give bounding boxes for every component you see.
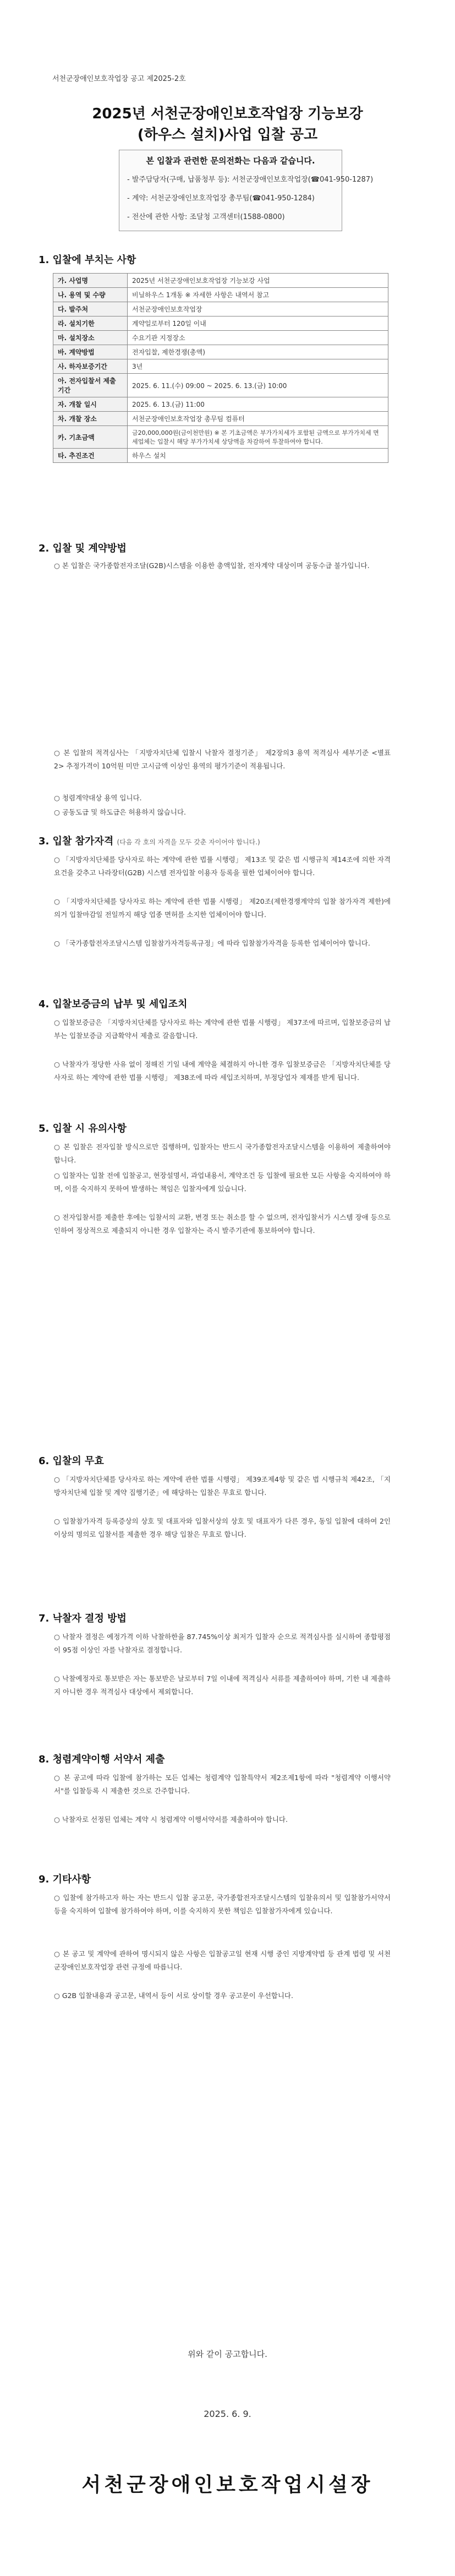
paragraph-8-2: ○ 낙찰자로 선정된 업체는 계약 시 청렴계약 이행서약서를 제출하여야 합니다. [54,1815,288,1824]
table-key: 타. 추진조건 [53,449,128,463]
table-value: 서천군장애인보호작업장 [128,302,388,316]
paragraph-4-2: ○ 낙찰자가 정당한 사유 없이 정해진 기일 내에 계약을 체결하지 아니한 경우 입찰보증금은 「지방자치단체를 당사자로 하는 계약에 관한 법률 시행령」 제38조에 따라 세입조치하며, 부정당업자 제재를 받게 됩니다. [54,1060,391,1082]
contact-line-contract: - 계약: 서천군장애인보호작업장 총무팀(☎041-950-1284) [127,194,315,203]
paragraph-2-3: ○ 청렴계약대상 용역 입니다. [54,794,142,802]
paragraph-9-3: ○ G2B 입찰내용과 공고문, 내역서 등이 서로 상이할 경우 공고문이 우선합니다. [54,1991,293,2000]
table-value: 전자입찰, 제한경쟁(총액) [128,345,388,359]
table-key: 사. 하자보증기간 [53,359,128,374]
table-key: 바. 계약방법 [53,345,128,359]
table-value: 금20,000,000원(금이천만원) ※ 본 기초금액은 부가가치세가 포함된 금액으로 부가가치세 면세업체는 입찰시 해당 부가가치세 상당액을 차감하여 투찰하여야 합니다. [128,426,388,449]
paragraph-2-2: ○ 본 입찰의 적격심사는 「지방자치단체 입찰시 낙찰자 결정기준」 제2장의3 용역 적격심사 세부기준 <별표 2> 추정가격이 10억원 미만 고시금액 이상인 용역의 평가기준이 적용됩니다. [54,749,391,770]
table-value: 2025. 6. 13.(금) 11:00 [128,397,388,412]
table-row [53,374,388,397]
paragraph-5-3: ○ 전자입찰서를 제출한 후에는 입찰서의 교환, 변경 또는 취소를 할 수 없으며, 전자입찰서가 시스템 장애 등으로 인하여 정상적으로 제출되지 아니한 경우 입찰자는 즉시 발주기관에 통보하여야 합니다. [54,1213,391,1235]
paragraph-5-2: ○ 입찰자는 입찰 전에 입찰공고, 현장설명서, 과업내용서, 계약조건 등 입찰에 필요한 모든 사항을 숙지하여야 하며, 이를 숙지하지 못하여 발생하는 책임은 입찰자에게 있습니다. [54,1171,391,1193]
table-row [53,449,388,463]
table-row [53,359,388,374]
table-value: 계약일로부터 120일 이내 [128,316,388,331]
table-row [53,345,388,359]
paragraph-3-3: ○ 「국가종합전자조달시스템 입찰참가자격등록규정」에 따라 입찰참가자격을 등록한 업체이어야 합니다. [54,939,370,947]
bid-summary-table [53,273,388,463]
paragraph-4-1: ○ 입찰보증금은 「지방자치단체를 당사자로 하는 계약에 관한 법률 시행령」 제37조에 따르며, 입찰보증금의 납부는 입찰보증금 지급확약서 제출로 갈음합니다. [54,1018,391,1040]
table-key: 카. 기초금액 [53,426,128,449]
table-value: 2025. 6. 11.(수) 09:00 ~ 2025. 6. 13.(금) 10:00 [128,374,388,397]
closing-statement: 위와 같이 공고합니다. [188,2349,267,2359]
paragraph-3-2: ○ 「지방자치단체를 당사자로 하는 계약에 관한 법률 시행령」 제20조(제한경쟁계약의 입찰 참가자격 제한)에 의거 입찰마감일 전일까지 해당 업종 면허를 소지한 업체이어야 합니다. [54,897,391,919]
table-row [53,274,388,288]
paragraph-7-1: ○ 낙찰자 결정은 예정가격 이하 낙찰하한율 87.745%이상 최저가 입찰자 순으로 적격심사를 실시하여 종합평점이 95점 이상인 자를 낙찰자로 결정합니다. [54,1633,391,1654]
table-key: 가. 사업명 [53,274,128,288]
table-row [53,397,388,412]
contact-line-purchase: - 발주담당자(구매, 납품청부 등): 서천군장애인보호작업장(☎041-950-1287) [127,176,374,184]
paragraph-7-2: ○ 낙찰예정자로 통보받은 자는 통보받은 날로부터 7일 이내에 적격심사 서류를 제출하여야 하며, 기한 내 제출하지 아니한 경우 적격심사 대상에서 제외합니다. [54,1674,391,1696]
table-row [53,426,388,449]
section-heading-5: 5. 입찰 시 유의사항 [39,1123,127,1134]
paragraph-2-1: ○ 본 입찰은 국가종합전자조달(G2B)시스템을 이용한 총액입찰, 전자계약 대상이며 공동수급 불가입니다. [54,561,370,570]
table-value: 수요기관 지정장소 [128,331,388,345]
table-row [53,316,388,331]
table-key: 다. 발주처 [53,302,128,316]
contact-info-box [119,150,374,231]
notice-date: 2025. 6. 9. [204,2409,251,2419]
contact-info-heading: 본 입찰과 관련한 문의전화는 다음과 같습니다. [146,156,315,166]
paragraph-3-1: ○ 「지방자치단체를 당사자로 하는 계약에 관한 법률 시행령」 제13조 및 같은 법 시행규칙 제14조에 의한 자격 요건을 갖추고 나라장터(G2B) 시스템 전자입찰 이용자 등록을 필한 업체이어야 합니다. [54,855,391,877]
notice-number: 서천군장애인보호작업장 공고 제2025-2호 [52,75,186,83]
section-heading-3 [39,833,260,848]
section-3-title: 3. 입찰 참가자격 [39,836,114,847]
section-heading-2: 2. 입찰 및 계약방법 [39,543,127,554]
section-heading-7: 7. 낙찰자 결정 방법 [39,1613,127,1624]
table-row [53,302,388,316]
paragraph-2-4: ○ 공동도급 및 하도급은 허용하지 않습니다. [54,808,187,816]
contact-line-system: - 전산에 관한 사항: 조달청 고객센터(1588-0800) [127,213,285,221]
table-key: 아. 전자입찰서 제출 기간 [53,374,128,397]
table-value: 서천군장애인보호작업장 총무팀 컴퓨터 [128,412,388,426]
table-key: 자. 개찰 일시 [53,397,128,412]
paragraph-9-2: ○ 본 공고 및 계약에 관하여 명시되지 않은 사항은 입찰공고일 현재 시행 중인 지방계약법 등 관계 법령 및 서천군장애인보호작업장 관련 규정에 따릅니다. [54,1950,391,1971]
section-heading-1: 1. 입찰에 부치는 사항 [39,254,136,266]
table-row [53,331,388,345]
table-row [53,288,388,302]
table-key: 마. 설치장소 [53,331,128,345]
table-value: 2025년 서천군장애인보호작업장 기능보강 사업 [128,274,388,288]
page-title-line1: 2025년 서천군장애인보호작업장 기능보강 [92,106,363,122]
table-row [53,412,388,426]
paragraph-5-1: ○ 본 입찰은 전자입찰 방식으로만 집행하며, 입찰자는 반드시 국가종합전자조달시스템을 이용하여 제출하여야 합니다. [54,1143,391,1164]
section-heading-8: 8. 청렴계약이행 서약서 제출 [39,1754,165,1765]
table-key: 나. 용역 및 수량 [53,288,128,302]
section-heading-6: 6. 입찰의 무효 [39,1455,104,1467]
section-3-note: (다음 각 호의 자격을 모두 갖춘 자이어야 합니다.) [117,838,260,846]
section-heading-4: 4. 입찰보증금의 납부 및 세입조치 [39,998,188,1010]
page-title-line2: (하우스 설치)사업 입찰 공고 [137,127,318,143]
table-value: 3년 [128,359,388,374]
paragraph-9-1: ○ 입찰에 참가하고자 하는 자는 반드시 입찰 공고문, 국가종합전자조달시스템의 입찰유의서 및 입찰참가서약서 등을 숙지하여 입찰에 참가하여야 하며, 이를 숙지하지 못한 책임은 입찰참가자에게 있습니다. [54,1893,391,1915]
paragraph-8-1: ○ 본 공고에 따라 입찰에 참가하는 모든 업체는 청렴계약 입찰특약서 제2조제1항에 따라 "청렴계약 이행서약서"를 입찰등록 시 제출한 것으로 간주합니다. [54,1773,391,1795]
table-value: 하우스 설치 [128,449,388,463]
section-heading-9: 9. 기타사항 [39,1874,91,1885]
paragraph-6-2: ○ 입찰참가자격 등록증상의 상호 및 대표자와 입찰서상의 상호 및 대표자가 다른 경우, 동일 입찰에 대하여 2인 이상의 명의로 입찰서를 제출한 경우 해당 입찰은 무효로 합니다. [54,1517,391,1538]
table-key: 라. 설치기한 [53,316,128,331]
table-key: 차. 개찰 장소 [53,412,128,426]
issuer-name: 서천군장애인보호작업시설장 [81,2474,374,2496]
table-value: 비닐하우스 1개동 ※ 자세한 사항은 내역서 참고 [128,288,388,302]
paragraph-6-1: ○ 「지방자치단체를 당사자로 하는 계약에 관한 법률 시행령」 제39조제4항 및 같은 법 시행규칙 제42조, 「지방자치단체 입찰 및 계약 집행기준」에 해당하는 입찰은 무효로 합니다. [54,1475,391,1497]
